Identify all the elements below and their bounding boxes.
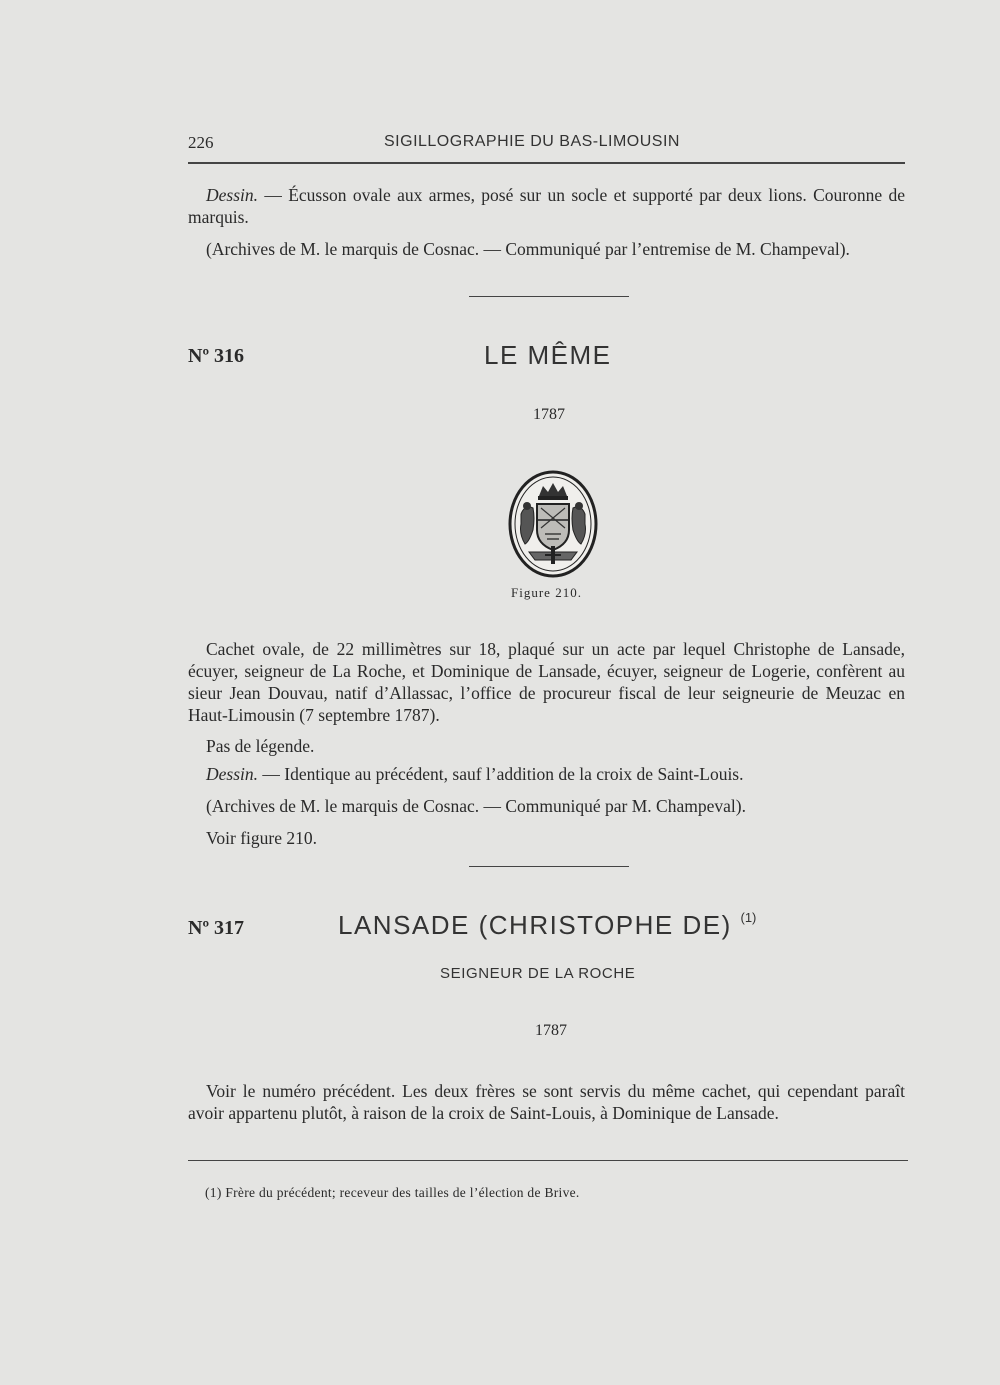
figure-caption: Figure 210. <box>511 585 582 600</box>
top-dessin-paragraph <box>188 184 905 228</box>
entry-number-prefix: Nº <box>188 917 210 939</box>
entry-316-title: LE MÊME <box>484 340 612 370</box>
section-divider <box>469 296 629 297</box>
header-rule <box>188 162 905 164</box>
page-number: 226 <box>188 133 214 152</box>
description-text: Cachet ovale, de 22 millimètres sur 18, plaqué sur un acte par lequel Christophe de Lansade, écuyer, seigneur de La Roche, et Dominique de Lansade, écuyer, seigneur de Logerie, confèrent au sieur Jean Douvau, natif d’Allassac, l’office de procureur fiscal de leur seigneurie de Meuzac en Haut-Limousin (7 septembre 1787). <box>188 639 905 725</box>
title-text: LANSADE (CHRISTOPHE DE) <box>338 910 732 940</box>
dessin-label: Dessin. <box>206 185 259 205</box>
entry-316-number <box>188 345 244 368</box>
entry-317-title <box>338 910 756 941</box>
running-title: SIGILLOGRAPHIE DU BAS-LIMOUSIN <box>384 133 680 150</box>
coat-of-arms-seal-icon <box>507 468 599 580</box>
dessin-text: — Identique au précédent, sauf l’addition de la croix de Saint-Louis. <box>258 764 744 784</box>
footnote-marker: (1) <box>740 910 757 925</box>
entry-316-source: (Archives de M. le marquis de Cosnac. — Communiqué par M. Champeval). <box>206 796 746 816</box>
entry-316-description <box>188 638 905 726</box>
footnote: (1) Frère du précédent; receveur des tailles de l’élection de Brive. <box>205 1185 580 1200</box>
seal-illustration <box>507 468 599 585</box>
description-text: Voir le numéro précédent. Les deux frères se sont servis du même cachet, qui cependant paraît avoir appartenu plutôt, à raison de la croix de Saint-Louis, à Dominique de Lansade. <box>188 1081 905 1123</box>
dessin-text: — Écusson ovale aux armes, posé sur un socle et supporté par deux lions. Couronne de marquis. <box>188 185 905 227</box>
entry-317-number <box>188 917 244 940</box>
top-source: (Archives de M. le marquis de Cosnac. — Communiqué par l’entremise de M. Champeval). <box>206 239 850 259</box>
entry-316-year: 1787 <box>533 406 565 423</box>
entry-number: 317 <box>214 917 245 939</box>
entry-number: 316 <box>214 345 245 367</box>
entry-317-description <box>188 1080 905 1124</box>
entry-317-year: 1787 <box>535 1022 567 1039</box>
entry-316-dessin <box>206 763 906 785</box>
footnote-rule <box>188 1160 908 1161</box>
dessin-label: Dessin. <box>206 764 259 784</box>
entry-316-see-figure: Voir figure 210. <box>206 828 317 848</box>
entry-number-prefix: Nº <box>188 345 210 367</box>
entry-316-legend: Pas de légende. <box>206 736 315 756</box>
section-divider <box>469 866 629 867</box>
entry-317-subtitle: SEIGNEUR DE LA ROCHE <box>440 965 636 982</box>
